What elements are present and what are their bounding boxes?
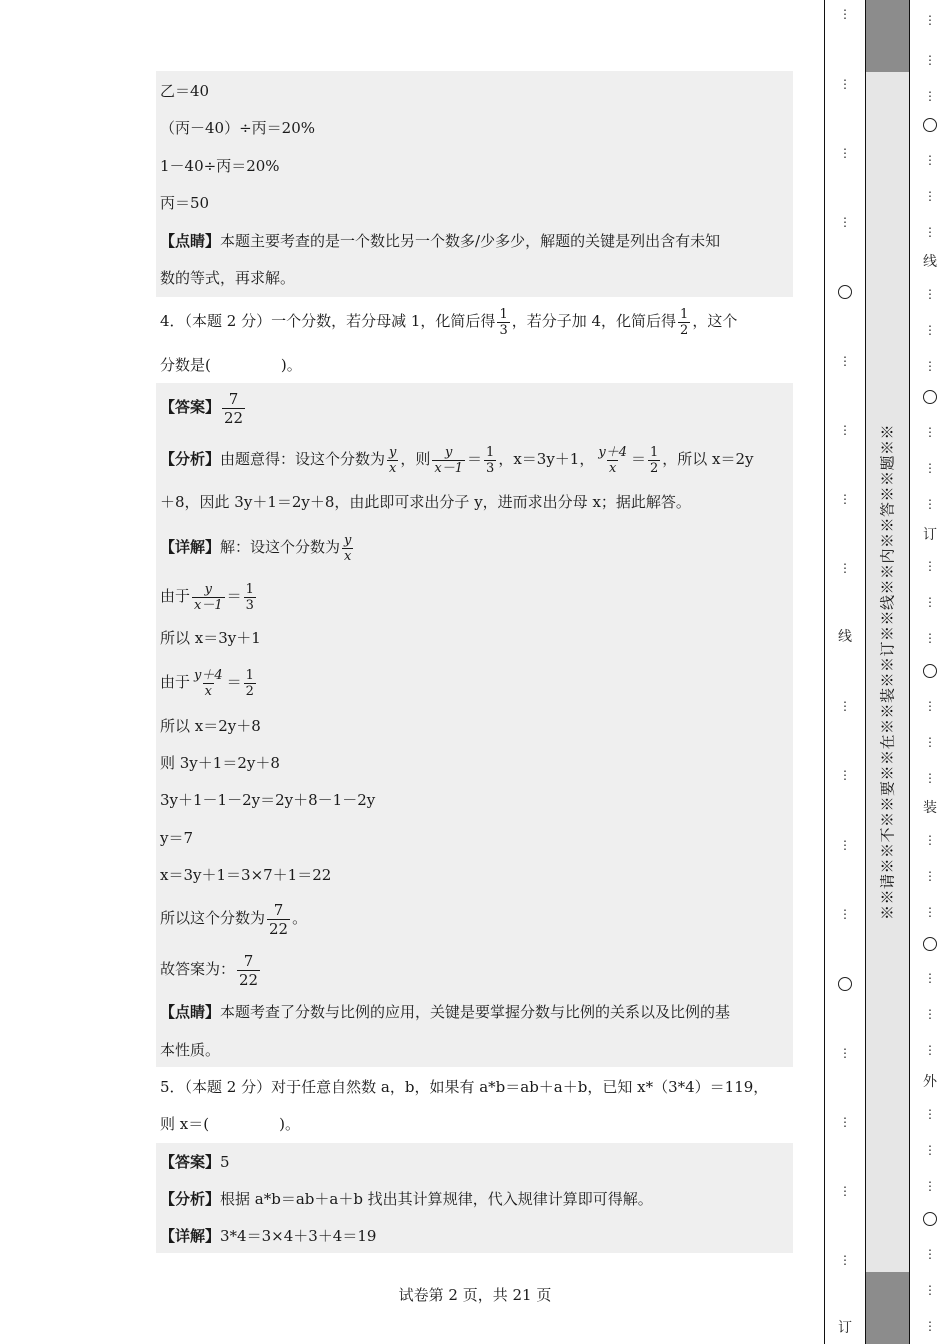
dots: ⋮ [924,497,936,511]
answer-line [160,387,247,427]
dianjing-line [160,231,720,251]
dots: ⋮ [924,1247,936,1261]
solution-line: 1－40÷丙＝20% [160,157,280,175]
dots: ⋮ [924,89,936,103]
dots: ⋮ [924,595,936,609]
dots: ⋮ [924,1143,936,1157]
circle-mark [838,977,852,991]
dianjing-line: 【点睛】本题考查了分数与比例的应用，关键是要掌握分数与比例的关系以及比例的基 [160,1003,731,1021]
dots: ⋮ [839,146,851,160]
dots: ⋮ [924,699,936,713]
detail-step: x＝3y＋1＝3×7＋1＝22 [160,866,332,884]
dots: ⋮ [839,215,851,229]
question-5-line-2: 则 x＝( )。 [160,1115,300,1133]
analysis-line-2: ＋8，因此 3y＋1＝2y＋8，由此即可求出分子 y，进而求出分母 x；据此解答。 [160,493,691,511]
margin-line-left [824,0,825,1344]
dots: ⋮ [924,1283,936,1297]
dots: ⋮ [924,153,936,167]
dots: ⋮ [924,225,936,239]
dianjing-line-2: 数的等式，再求解。 [160,269,296,287]
dots: ⋮ [924,287,936,301]
fraction-one-half: $\frac{1}{2}$ [680,306,689,338]
instruction-bar-top [865,0,909,72]
detail-line: 【详解】3*4＝3×4＋3＋4＝19 [160,1227,377,1245]
dianjing-text: 本题主要考查的是一个数比另一个数多/少多少，解题的关键是列出含有未知 [220,232,721,250]
circle-mark [923,664,937,678]
ding-label: 订 [838,1320,852,1336]
dots: ⋮ [924,359,936,373]
margin-line-right [909,0,910,1344]
answer-block-top [156,71,793,297]
dots: ⋮ [924,1179,936,1193]
question-4-line-2: 分数是( )。 [160,356,302,374]
dots: ⋮ [924,771,936,785]
detail-step: 所以 x＝3y＋1 [160,629,261,647]
dots: ⋮ [924,833,936,847]
detail-step: 由于 $\frac{y+4}{x}$ ＝ $\frac{1}{2}$ [160,667,254,699]
dots: ⋮ [924,971,936,985]
analysis-line: 【分析】由题意得：设这个分数为 $\frac{y}{x}$ ，则 $\frac{y}{x-1}$ ＝ $\frac{1}{3}$ ，x＝3y＋1， $\frac{y+4}{x}$ ＝ $\frac{1}{2}$ ，所以 x＝2y [160,444,754,476]
outer-label: 外 [923,1074,937,1090]
dots: ⋮ [839,907,851,921]
dots: ⋮ [839,423,851,437]
fraction-one-third: $\frac{1}{3}$ [499,306,508,338]
xian-label: 线 [923,254,937,270]
ding-label: 订 [923,527,937,543]
solution-line: 丙＝50 [160,194,210,212]
dots: ⋮ [924,1007,936,1021]
dots: ⋮ [839,768,851,782]
dots: ⋮ [839,354,851,368]
analysis-line: 【分析】根据 a*b＝ab＋a＋b 找出其计算规律，代入规律计算即可得解。 [160,1190,653,1208]
dots: ⋮ [924,735,936,749]
circle-mark [923,937,937,951]
dots: ⋮ [924,53,936,67]
solution-line: （丙－40）÷丙＝20% [160,119,315,137]
dots: ⋮ [924,425,936,439]
dots: ⋮ [924,1107,936,1121]
solution-line: 乙＝40 [160,82,210,100]
zhuang-label: 装 [923,800,937,816]
dots: ⋮ [839,77,851,91]
dots: ⋮ [924,461,936,475]
answer-fraction: $\frac{7}{22}$ [224,389,244,427]
conclusion-line: 所以这个分数为 $\frac{7}{22}$ 。 [160,900,308,938]
dots: ⋮ [924,13,936,27]
detail-step: 3y＋1－1－2y＝2y＋8－1－2y [160,791,376,809]
dots: ⋮ [839,1253,851,1267]
dots: ⋮ [839,838,851,852]
dots: ⋮ [839,7,851,21]
instruction-bar-bottom [865,1272,909,1344]
dots: ⋮ [839,1115,851,1129]
dots: ⋮ [924,559,936,573]
dots: ⋮ [924,869,936,883]
dots: ⋮ [839,1184,851,1198]
dots: ⋮ [924,1043,936,1057]
circle-mark [923,390,937,404]
dots: ⋮ [924,631,936,645]
circle-mark [923,118,937,132]
answer-tag: 【答案】 [160,398,221,416]
question-5-line-1: 5．（本题 2 分）对于任意自然数 a，b，如果有 a*b＝ab＋a＋b，已知 x*（3*4）＝119， [160,1078,769,1096]
dots: ⋮ [839,492,851,506]
dots: ⋮ [924,189,936,203]
dianjing-line-2: 本性质。 [160,1041,221,1059]
circle-mark [838,285,852,299]
xian-label: 线 [838,629,852,645]
question-4-line-1: 4．（本题 2 分）一个分数，若分母减 1，化简后得 $\frac{1}{3}$ ，若分子加 4，化简后得 $\frac{1}{2}$ ，这个 [160,306,738,338]
detail-step: y＝7 [160,829,194,847]
answer-line: 【答案】5 [160,1153,230,1171]
dots: ⋮ [924,1319,936,1333]
final-answer-line: 故答案为： $\frac{7}{22}$ [160,951,259,989]
dots: ⋮ [924,905,936,919]
detail-step: 所以 x＝2y＋8 [160,717,261,735]
dots: ⋮ [839,699,851,713]
circle-mark [923,1212,937,1226]
detail-step: 由于 $\frac{y}{x-1}$ ＝ $\frac{1}{3}$ [160,581,254,613]
detail-line: 【详解】解：设这个分数为 $\frac{y}{x}$ [160,532,352,564]
margin-line-mid [865,0,866,1344]
dianjing-tag: 【点睛】 [160,232,221,250]
dots: ⋮ [839,1046,851,1060]
dots: ⋮ [924,323,936,337]
dots: ⋮ [839,561,851,575]
detail-step: 则 3y＋1＝2y＋8 [160,754,280,772]
instruction-text: ※※请※※不※※要※※在※※装※※订※※线※※内※※答※※题※※ [878,423,897,921]
page-footer: 试卷第 2 页，共 21 页 [398,1286,552,1304]
